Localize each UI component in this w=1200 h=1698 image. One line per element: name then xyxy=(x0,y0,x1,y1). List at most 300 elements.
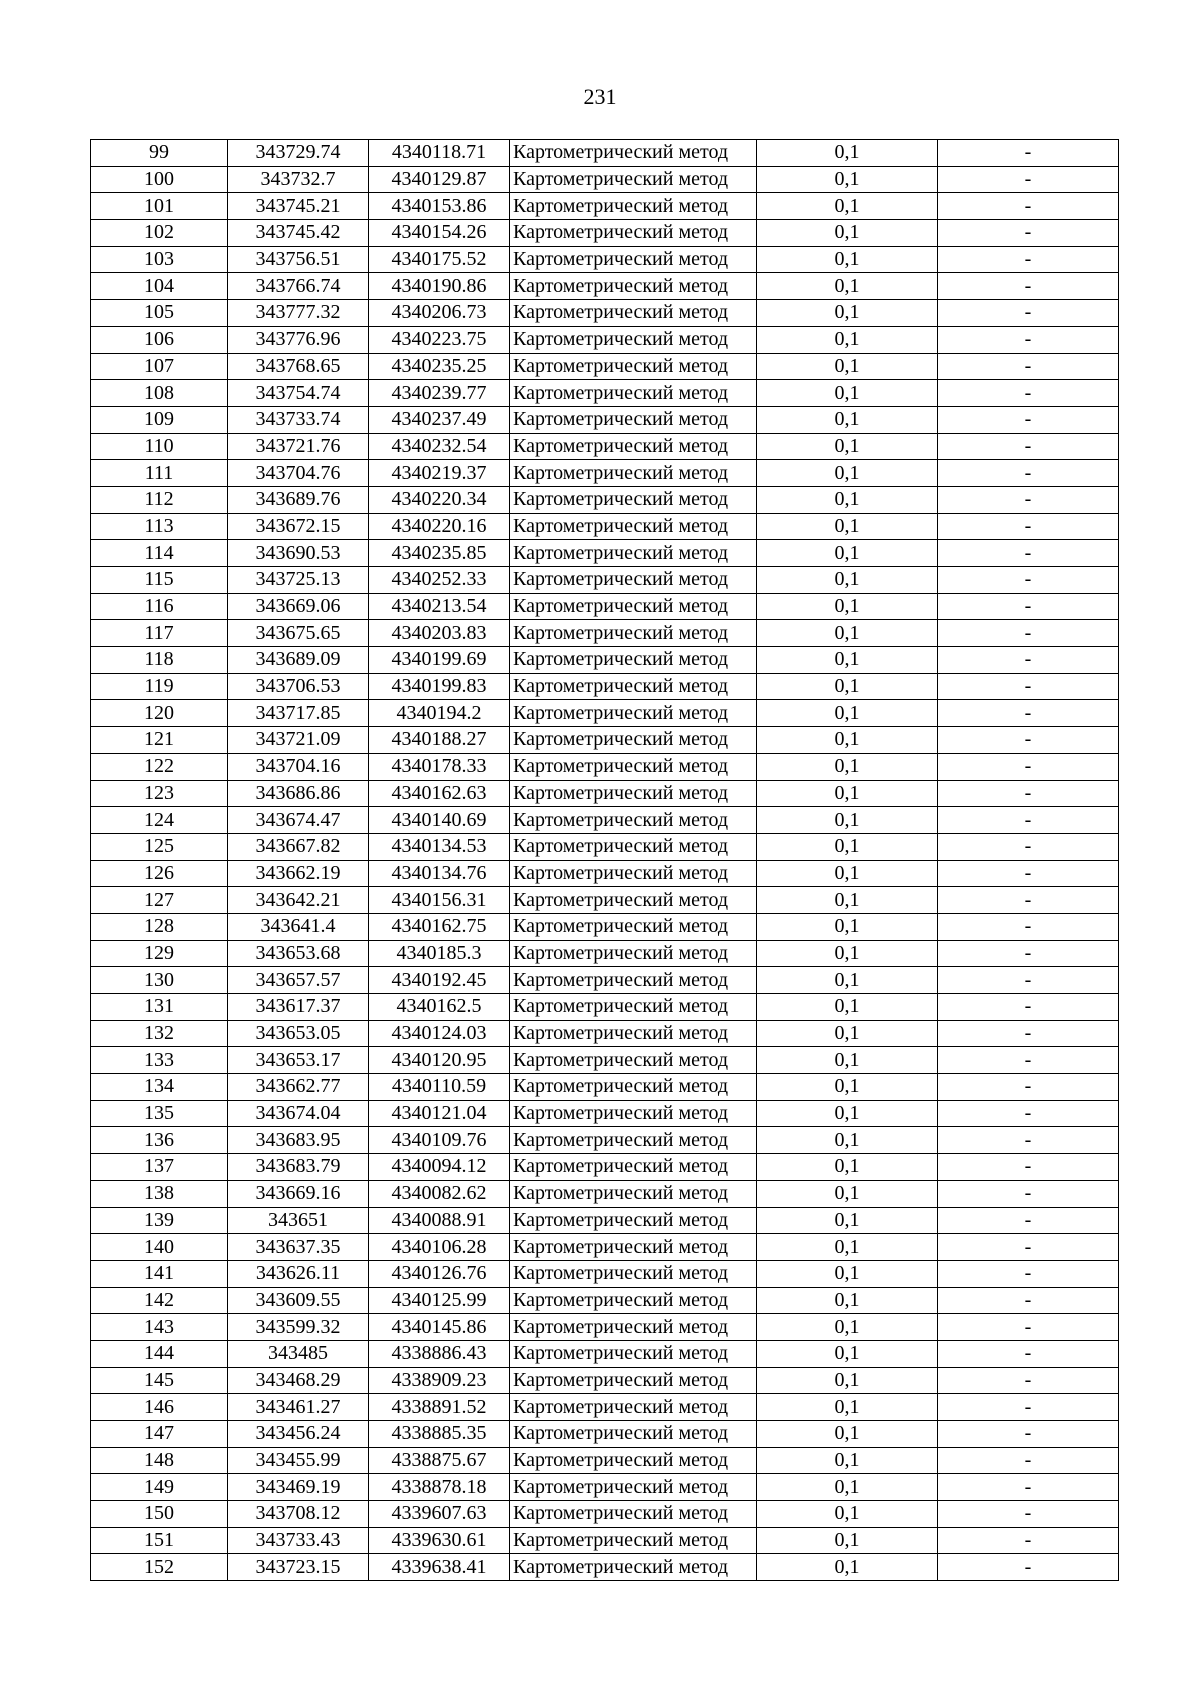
table-row xyxy=(91,380,1119,407)
description-cell: - xyxy=(938,1047,1119,1074)
y-coordinate-cell: 4340118.71 xyxy=(369,140,510,167)
description-cell: - xyxy=(938,273,1119,300)
description-cell: - xyxy=(938,833,1119,860)
x-coordinate-cell: 343653.68 xyxy=(228,940,369,967)
point-number-cell: 146 xyxy=(91,1394,228,1421)
method-cell: Картометрический метод xyxy=(510,940,757,967)
method-cell: Картометрический метод xyxy=(510,1260,757,1287)
method-cell: Картометрический метод xyxy=(510,1554,757,1581)
description-cell: - xyxy=(938,433,1119,460)
description-cell: - xyxy=(938,326,1119,353)
point-number-cell: 122 xyxy=(91,753,228,780)
table-row xyxy=(91,807,1119,834)
point-number-cell: 149 xyxy=(91,1474,228,1501)
x-coordinate-cell: 343686.86 xyxy=(228,780,369,807)
y-coordinate-cell: 4338909.23 xyxy=(369,1367,510,1394)
description-cell: - xyxy=(938,166,1119,193)
x-coordinate-cell: 343777.32 xyxy=(228,300,369,327)
point-number-cell: 144 xyxy=(91,1340,228,1367)
point-number-cell: 134 xyxy=(91,1074,228,1101)
description-cell: - xyxy=(938,1394,1119,1421)
x-coordinate-cell: 343732.7 xyxy=(228,166,369,193)
x-coordinate-cell: 343745.21 xyxy=(228,193,369,220)
point-number-cell: 112 xyxy=(91,486,228,513)
point-number-cell: 142 xyxy=(91,1287,228,1314)
point-number-cell: 128 xyxy=(91,913,228,940)
method-cell: Картометрический метод xyxy=(510,273,757,300)
x-coordinate-cell: 343754.74 xyxy=(228,380,369,407)
description-cell: - xyxy=(938,753,1119,780)
accuracy-cell: 0,1 xyxy=(757,486,938,513)
description-cell: - xyxy=(938,1180,1119,1207)
x-coordinate-cell: 343469.19 xyxy=(228,1474,369,1501)
point-number-cell: 123 xyxy=(91,780,228,807)
accuracy-cell: 0,1 xyxy=(757,620,938,647)
description-cell: - xyxy=(938,1287,1119,1314)
point-number-cell: 145 xyxy=(91,1367,228,1394)
table-row xyxy=(91,1127,1119,1154)
y-coordinate-cell: 4340126.76 xyxy=(369,1260,510,1287)
accuracy-cell: 0,1 xyxy=(757,353,938,380)
description-cell: - xyxy=(938,647,1119,674)
accuracy-cell: 0,1 xyxy=(757,567,938,594)
method-cell: Картометрический метод xyxy=(510,1287,757,1314)
description-cell: - xyxy=(938,380,1119,407)
description-cell: - xyxy=(938,620,1119,647)
y-coordinate-cell: 4340206.73 xyxy=(369,300,510,327)
point-number-cell: 104 xyxy=(91,273,228,300)
description-cell: - xyxy=(938,1447,1119,1474)
method-cell: Картометрический метод xyxy=(510,460,757,487)
accuracy-cell: 0,1 xyxy=(757,140,938,167)
y-coordinate-cell: 4340088.91 xyxy=(369,1207,510,1234)
x-coordinate-cell: 343729.74 xyxy=(228,140,369,167)
table-row xyxy=(91,1447,1119,1474)
accuracy-cell: 0,1 xyxy=(757,1074,938,1101)
description-cell: - xyxy=(938,193,1119,220)
accuracy-cell: 0,1 xyxy=(757,1447,938,1474)
table-row xyxy=(91,1207,1119,1234)
description-cell: - xyxy=(938,1314,1119,1341)
table-row xyxy=(91,1340,1119,1367)
y-coordinate-cell: 4340109.76 xyxy=(369,1127,510,1154)
x-coordinate-cell: 343653.17 xyxy=(228,1047,369,1074)
x-coordinate-cell: 343667.82 xyxy=(228,833,369,860)
method-cell: Картометрический метод xyxy=(510,1154,757,1181)
table-row xyxy=(91,1100,1119,1127)
x-coordinate-cell: 343468.29 xyxy=(228,1367,369,1394)
accuracy-cell: 0,1 xyxy=(757,1020,938,1047)
method-cell: Картометрический метод xyxy=(510,1234,757,1261)
x-coordinate-cell: 343756.51 xyxy=(228,246,369,273)
description-cell: - xyxy=(938,1501,1119,1528)
accuracy-cell: 0,1 xyxy=(757,1421,938,1448)
y-coordinate-cell: 4340125.99 xyxy=(369,1287,510,1314)
x-coordinate-cell: 343733.43 xyxy=(228,1527,369,1554)
point-number-cell: 135 xyxy=(91,1100,228,1127)
table-row xyxy=(91,1047,1119,1074)
accuracy-cell: 0,1 xyxy=(757,193,938,220)
method-cell: Картометрический метод xyxy=(510,967,757,994)
y-coordinate-cell: 4340213.54 xyxy=(369,593,510,620)
accuracy-cell: 0,1 xyxy=(757,1180,938,1207)
accuracy-cell: 0,1 xyxy=(757,673,938,700)
accuracy-cell: 0,1 xyxy=(757,940,938,967)
description-cell: - xyxy=(938,807,1119,834)
accuracy-cell: 0,1 xyxy=(757,593,938,620)
point-number-cell: 114 xyxy=(91,540,228,567)
coordinates-table-body xyxy=(91,140,1119,1581)
point-number-cell: 99 xyxy=(91,140,228,167)
description-cell: - xyxy=(938,486,1119,513)
table-row xyxy=(91,620,1119,647)
accuracy-cell: 0,1 xyxy=(757,246,938,273)
method-cell: Картометрический метод xyxy=(510,700,757,727)
table-row xyxy=(91,967,1119,994)
description-cell: - xyxy=(938,1340,1119,1367)
accuracy-cell: 0,1 xyxy=(757,967,938,994)
y-coordinate-cell: 4340156.31 xyxy=(369,887,510,914)
description-cell: - xyxy=(938,1154,1119,1181)
point-number-cell: 140 xyxy=(91,1234,228,1261)
table-row xyxy=(91,1260,1119,1287)
x-coordinate-cell: 343674.47 xyxy=(228,807,369,834)
point-number-cell: 136 xyxy=(91,1127,228,1154)
method-cell: Картометрический метод xyxy=(510,326,757,353)
point-number-cell: 126 xyxy=(91,860,228,887)
point-number-cell: 143 xyxy=(91,1314,228,1341)
method-cell: Картометрический метод xyxy=(510,913,757,940)
description-cell: - xyxy=(938,780,1119,807)
y-coordinate-cell: 4339630.61 xyxy=(369,1527,510,1554)
point-number-cell: 121 xyxy=(91,727,228,754)
table-row xyxy=(91,220,1119,247)
x-coordinate-cell: 343485 xyxy=(228,1340,369,1367)
y-coordinate-cell: 4340199.69 xyxy=(369,647,510,674)
y-coordinate-cell: 4340154.26 xyxy=(369,220,510,247)
description-cell: - xyxy=(938,353,1119,380)
table-row xyxy=(91,1421,1119,1448)
x-coordinate-cell: 343766.74 xyxy=(228,273,369,300)
coordinates-table xyxy=(90,139,1119,1581)
point-number-cell: 139 xyxy=(91,1207,228,1234)
description-cell: - xyxy=(938,1074,1119,1101)
x-coordinate-cell: 343704.76 xyxy=(228,460,369,487)
accuracy-cell: 0,1 xyxy=(757,1047,938,1074)
accuracy-cell: 0,1 xyxy=(757,780,938,807)
x-coordinate-cell: 343725.13 xyxy=(228,567,369,594)
table-row xyxy=(91,540,1119,567)
description-cell: - xyxy=(938,567,1119,594)
description-cell: - xyxy=(938,913,1119,940)
point-number-cell: 108 xyxy=(91,380,228,407)
method-cell: Картометрический метод xyxy=(510,486,757,513)
x-coordinate-cell: 343723.15 xyxy=(228,1554,369,1581)
point-number-cell: 131 xyxy=(91,994,228,1021)
table-row xyxy=(91,300,1119,327)
description-cell: - xyxy=(938,1234,1119,1261)
x-coordinate-cell: 343617.37 xyxy=(228,994,369,1021)
accuracy-cell: 0,1 xyxy=(757,727,938,754)
y-coordinate-cell: 4340129.87 xyxy=(369,166,510,193)
point-number-cell: 130 xyxy=(91,967,228,994)
description-cell: - xyxy=(938,700,1119,727)
table-row xyxy=(91,1394,1119,1421)
x-coordinate-cell: 343662.19 xyxy=(228,860,369,887)
accuracy-cell: 0,1 xyxy=(757,1501,938,1528)
method-cell: Картометрический метод xyxy=(510,1367,757,1394)
table-row xyxy=(91,647,1119,674)
x-coordinate-cell: 343651 xyxy=(228,1207,369,1234)
y-coordinate-cell: 4340185.3 xyxy=(369,940,510,967)
description-cell: - xyxy=(938,1260,1119,1287)
point-number-cell: 133 xyxy=(91,1047,228,1074)
point-number-cell: 127 xyxy=(91,887,228,914)
table-row xyxy=(91,1287,1119,1314)
y-coordinate-cell: 4340106.28 xyxy=(369,1234,510,1261)
point-number-cell: 106 xyxy=(91,326,228,353)
point-number-cell: 109 xyxy=(91,406,228,433)
y-coordinate-cell: 4340220.34 xyxy=(369,486,510,513)
method-cell: Картометрический метод xyxy=(510,887,757,914)
y-coordinate-cell: 4340134.76 xyxy=(369,860,510,887)
y-coordinate-cell: 4340120.95 xyxy=(369,1047,510,1074)
accuracy-cell: 0,1 xyxy=(757,220,938,247)
x-coordinate-cell: 343683.95 xyxy=(228,1127,369,1154)
description-cell: - xyxy=(938,593,1119,620)
method-cell: Картометрический метод xyxy=(510,1474,757,1501)
description-cell: - xyxy=(938,246,1119,273)
y-coordinate-cell: 4340190.86 xyxy=(369,273,510,300)
table-row xyxy=(91,913,1119,940)
description-cell: - xyxy=(938,220,1119,247)
point-number-cell: 148 xyxy=(91,1447,228,1474)
method-cell: Картометрический метод xyxy=(510,673,757,700)
table-row xyxy=(91,833,1119,860)
table-row xyxy=(91,1180,1119,1207)
accuracy-cell: 0,1 xyxy=(757,1287,938,1314)
accuracy-cell: 0,1 xyxy=(757,540,938,567)
method-cell: Картометрический метод xyxy=(510,380,757,407)
description-cell: - xyxy=(938,300,1119,327)
method-cell: Картометрический метод xyxy=(510,1447,757,1474)
description-cell: - xyxy=(938,513,1119,540)
point-number-cell: 124 xyxy=(91,807,228,834)
description-cell: - xyxy=(938,994,1119,1021)
point-number-cell: 119 xyxy=(91,673,228,700)
table-row xyxy=(91,727,1119,754)
y-coordinate-cell: 4340223.75 xyxy=(369,326,510,353)
y-coordinate-cell: 4340194.2 xyxy=(369,700,510,727)
method-cell: Картометрический метод xyxy=(510,513,757,540)
accuracy-cell: 0,1 xyxy=(757,753,938,780)
point-number-cell: 116 xyxy=(91,593,228,620)
method-cell: Картометрический метод xyxy=(510,1421,757,1448)
method-cell: Картометрический метод xyxy=(510,220,757,247)
table-row xyxy=(91,1074,1119,1101)
x-coordinate-cell: 343708.12 xyxy=(228,1501,369,1528)
accuracy-cell: 0,1 xyxy=(757,1340,938,1367)
point-number-cell: 113 xyxy=(91,513,228,540)
y-coordinate-cell: 4340199.83 xyxy=(369,673,510,700)
table-row xyxy=(91,1020,1119,1047)
x-coordinate-cell: 343637.35 xyxy=(228,1234,369,1261)
table-row xyxy=(91,593,1119,620)
y-coordinate-cell: 4338878.18 xyxy=(369,1474,510,1501)
method-cell: Картометрический метод xyxy=(510,1127,757,1154)
accuracy-cell: 0,1 xyxy=(757,406,938,433)
table-row xyxy=(91,700,1119,727)
method-cell: Картометрический метод xyxy=(510,567,757,594)
y-coordinate-cell: 4340220.16 xyxy=(369,513,510,540)
description-cell: - xyxy=(938,1421,1119,1448)
x-coordinate-cell: 343672.15 xyxy=(228,513,369,540)
x-coordinate-cell: 343690.53 xyxy=(228,540,369,567)
point-number-cell: 137 xyxy=(91,1154,228,1181)
x-coordinate-cell: 343455.99 xyxy=(228,1447,369,1474)
accuracy-cell: 0,1 xyxy=(757,1554,938,1581)
y-coordinate-cell: 4340219.37 xyxy=(369,460,510,487)
table-row xyxy=(91,887,1119,914)
method-cell: Картометрический метод xyxy=(510,1047,757,1074)
x-coordinate-cell: 343683.79 xyxy=(228,1154,369,1181)
accuracy-cell: 0,1 xyxy=(757,700,938,727)
x-coordinate-cell: 343706.53 xyxy=(228,673,369,700)
method-cell: Картометрический метод xyxy=(510,620,757,647)
x-coordinate-cell: 343669.06 xyxy=(228,593,369,620)
table-row xyxy=(91,353,1119,380)
y-coordinate-cell: 4340192.45 xyxy=(369,967,510,994)
table-row xyxy=(91,567,1119,594)
method-cell: Картометрический метод xyxy=(510,860,757,887)
table-row xyxy=(91,994,1119,1021)
table-row xyxy=(91,486,1119,513)
y-coordinate-cell: 4340237.49 xyxy=(369,406,510,433)
y-coordinate-cell: 4340203.83 xyxy=(369,620,510,647)
y-coordinate-cell: 4340239.77 xyxy=(369,380,510,407)
method-cell: Картометрический метод xyxy=(510,1207,757,1234)
accuracy-cell: 0,1 xyxy=(757,1527,938,1554)
table-row xyxy=(91,460,1119,487)
y-coordinate-cell: 4340140.69 xyxy=(369,807,510,834)
table-row xyxy=(91,1474,1119,1501)
point-number-cell: 111 xyxy=(91,460,228,487)
method-cell: Картометрический метод xyxy=(510,353,757,380)
description-cell: - xyxy=(938,727,1119,754)
description-cell: - xyxy=(938,940,1119,967)
accuracy-cell: 0,1 xyxy=(757,807,938,834)
x-coordinate-cell: 343776.96 xyxy=(228,326,369,353)
x-coordinate-cell: 343717.85 xyxy=(228,700,369,727)
method-cell: Картометрический метод xyxy=(510,593,757,620)
table-row xyxy=(91,780,1119,807)
table-row xyxy=(91,326,1119,353)
accuracy-cell: 0,1 xyxy=(757,433,938,460)
x-coordinate-cell: 343657.57 xyxy=(228,967,369,994)
method-cell: Картометрический метод xyxy=(510,753,757,780)
y-coordinate-cell: 4340110.59 xyxy=(369,1074,510,1101)
point-number-cell: 120 xyxy=(91,700,228,727)
x-coordinate-cell: 343662.77 xyxy=(228,1074,369,1101)
x-coordinate-cell: 343669.16 xyxy=(228,1180,369,1207)
method-cell: Картометрический метод xyxy=(510,1314,757,1341)
method-cell: Картометрический метод xyxy=(510,727,757,754)
table-row xyxy=(91,1154,1119,1181)
method-cell: Картометрический метод xyxy=(510,1394,757,1421)
point-number-cell: 117 xyxy=(91,620,228,647)
x-coordinate-cell: 343721.09 xyxy=(228,727,369,754)
method-cell: Картометрический метод xyxy=(510,300,757,327)
method-cell: Картометрический метод xyxy=(510,780,757,807)
method-cell: Картометрический метод xyxy=(510,166,757,193)
accuracy-cell: 0,1 xyxy=(757,994,938,1021)
method-cell: Картометрический метод xyxy=(510,1100,757,1127)
point-number-cell: 147 xyxy=(91,1421,228,1448)
description-cell: - xyxy=(938,1554,1119,1581)
method-cell: Картометрический метод xyxy=(510,140,757,167)
accuracy-cell: 0,1 xyxy=(757,273,938,300)
accuracy-cell: 0,1 xyxy=(757,513,938,540)
y-coordinate-cell: 4340178.33 xyxy=(369,753,510,780)
description-cell: - xyxy=(938,673,1119,700)
accuracy-cell: 0,1 xyxy=(757,1260,938,1287)
method-cell: Картометрический метод xyxy=(510,540,757,567)
accuracy-cell: 0,1 xyxy=(757,833,938,860)
x-coordinate-cell: 343674.04 xyxy=(228,1100,369,1127)
method-cell: Картометрический метод xyxy=(510,1020,757,1047)
method-cell: Картометрический метод xyxy=(510,1074,757,1101)
y-coordinate-cell: 4340124.03 xyxy=(369,1020,510,1047)
method-cell: Картометрический метод xyxy=(510,193,757,220)
method-cell: Картометрический метод xyxy=(510,246,757,273)
point-number-cell: 115 xyxy=(91,567,228,594)
accuracy-cell: 0,1 xyxy=(757,300,938,327)
description-cell: - xyxy=(938,887,1119,914)
description-cell: - xyxy=(938,540,1119,567)
description-cell: - xyxy=(938,460,1119,487)
y-coordinate-cell: 4340175.52 xyxy=(369,246,510,273)
x-coordinate-cell: 343626.11 xyxy=(228,1260,369,1287)
x-coordinate-cell: 343689.09 xyxy=(228,647,369,674)
y-coordinate-cell: 4340235.85 xyxy=(369,540,510,567)
x-coordinate-cell: 343768.65 xyxy=(228,353,369,380)
point-number-cell: 105 xyxy=(91,300,228,327)
y-coordinate-cell: 4340162.75 xyxy=(369,913,510,940)
method-cell: Картометрический метод xyxy=(510,406,757,433)
accuracy-cell: 0,1 xyxy=(757,460,938,487)
accuracy-cell: 0,1 xyxy=(757,913,938,940)
method-cell: Картометрический метод xyxy=(510,1180,757,1207)
table-row xyxy=(91,140,1119,167)
accuracy-cell: 0,1 xyxy=(757,1100,938,1127)
point-number-cell: 129 xyxy=(91,940,228,967)
point-number-cell: 100 xyxy=(91,166,228,193)
point-number-cell: 132 xyxy=(91,1020,228,1047)
x-coordinate-cell: 343599.32 xyxy=(228,1314,369,1341)
y-coordinate-cell: 4340094.12 xyxy=(369,1154,510,1181)
accuracy-cell: 0,1 xyxy=(757,1367,938,1394)
table-row xyxy=(91,406,1119,433)
x-coordinate-cell: 343745.42 xyxy=(228,220,369,247)
x-coordinate-cell: 343721.76 xyxy=(228,433,369,460)
method-cell: Картометрический метод xyxy=(510,807,757,834)
table-row xyxy=(91,273,1119,300)
method-cell: Картометрический метод xyxy=(510,1501,757,1528)
point-number-cell: 110 xyxy=(91,433,228,460)
y-coordinate-cell: 4340232.54 xyxy=(369,433,510,460)
point-number-cell: 101 xyxy=(91,193,228,220)
point-number-cell: 118 xyxy=(91,647,228,674)
